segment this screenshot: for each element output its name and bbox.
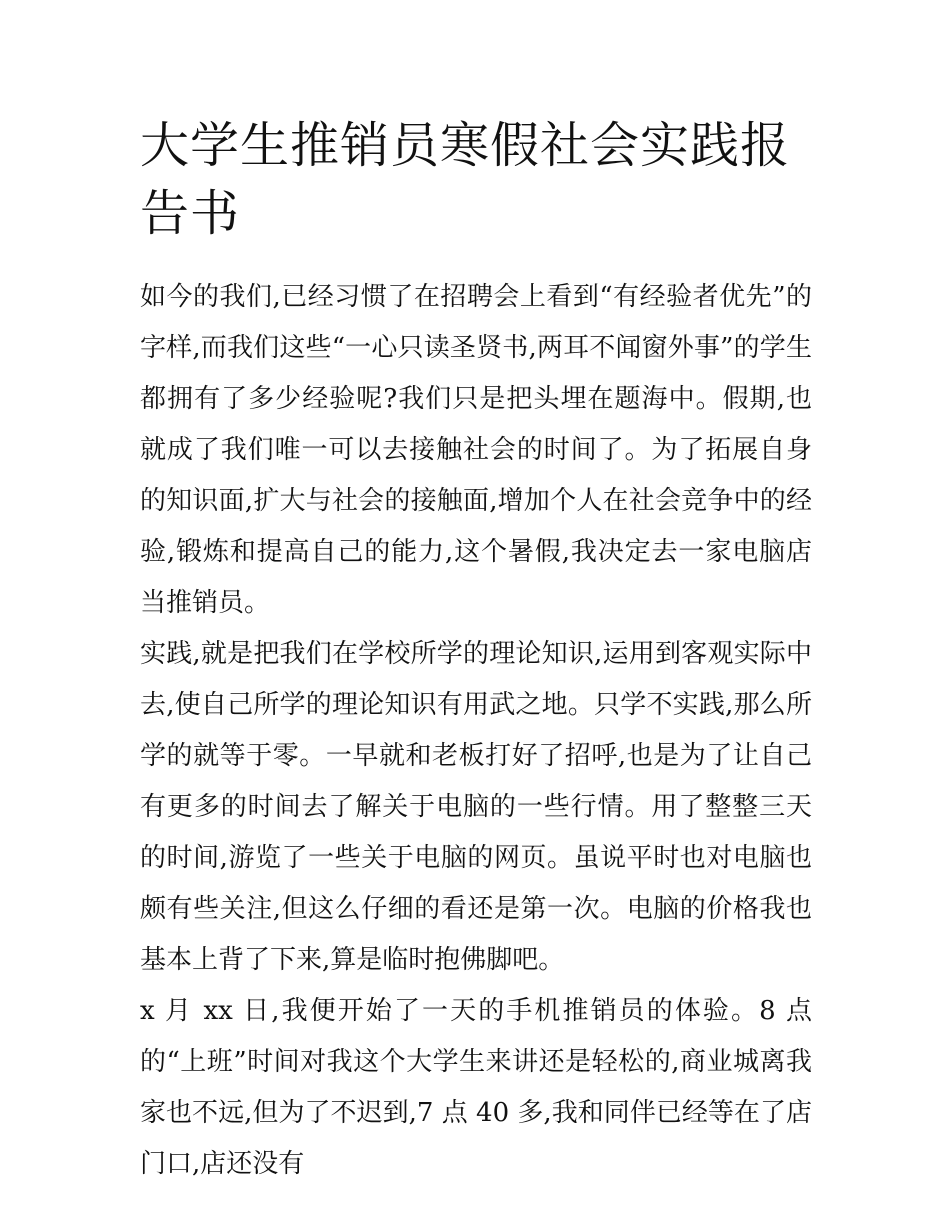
document-body	[140, 272, 812, 1190]
paragraph-first-day: x 月 xx 日,我便开始了一天的手机推销员的体验。8 点的“上班”时间对我这个大学生来讲还是轻松的,商业城离我家也不远,但为了不迟到,7 点 40 多,我和同伴已经等在了店门口,店还没有	[140, 996, 812, 1179]
paragraph-practice: 实践,就是把我们在学校所学的理论知识,运用到客观实际中去,使自己所学的理论知识有用武之地。只学不实践,那么所学的就等于零。一早就和老板打好了招呼,也是为了让自己有更多的时间去了解关于电脑的一些行情。用了整整三天的时间,游览了一些关于电脑的网页。虽说平时也对电脑也颇有些关注,但这么仔细的看还是第一次。电脑的价格我也基本上背了下来,算是临时抱佛脚吧。	[140, 639, 812, 975]
document-page	[140, 112, 812, 1190]
document-title: 大学生推销员寒假社会实践报告书	[140, 117, 791, 242]
paragraph-intro: 如今的我们,已经习惯了在招聘会上看到“有经验者优先”的字样,而我们这些“一心只读圣贤书,两耳不闻窗外事”的学生都拥有了多少经验呢?我们只是把头埋在题海中。假期,也就成了我们唯一可以去接触社会的时间了。为了拓展自身的知识面,扩大与社会的接触面,增加个人在社会竞争中的经验,锻炼和提高自己的能力,这个暑假,我决定去一家电脑店当推销员。	[140, 282, 812, 618]
